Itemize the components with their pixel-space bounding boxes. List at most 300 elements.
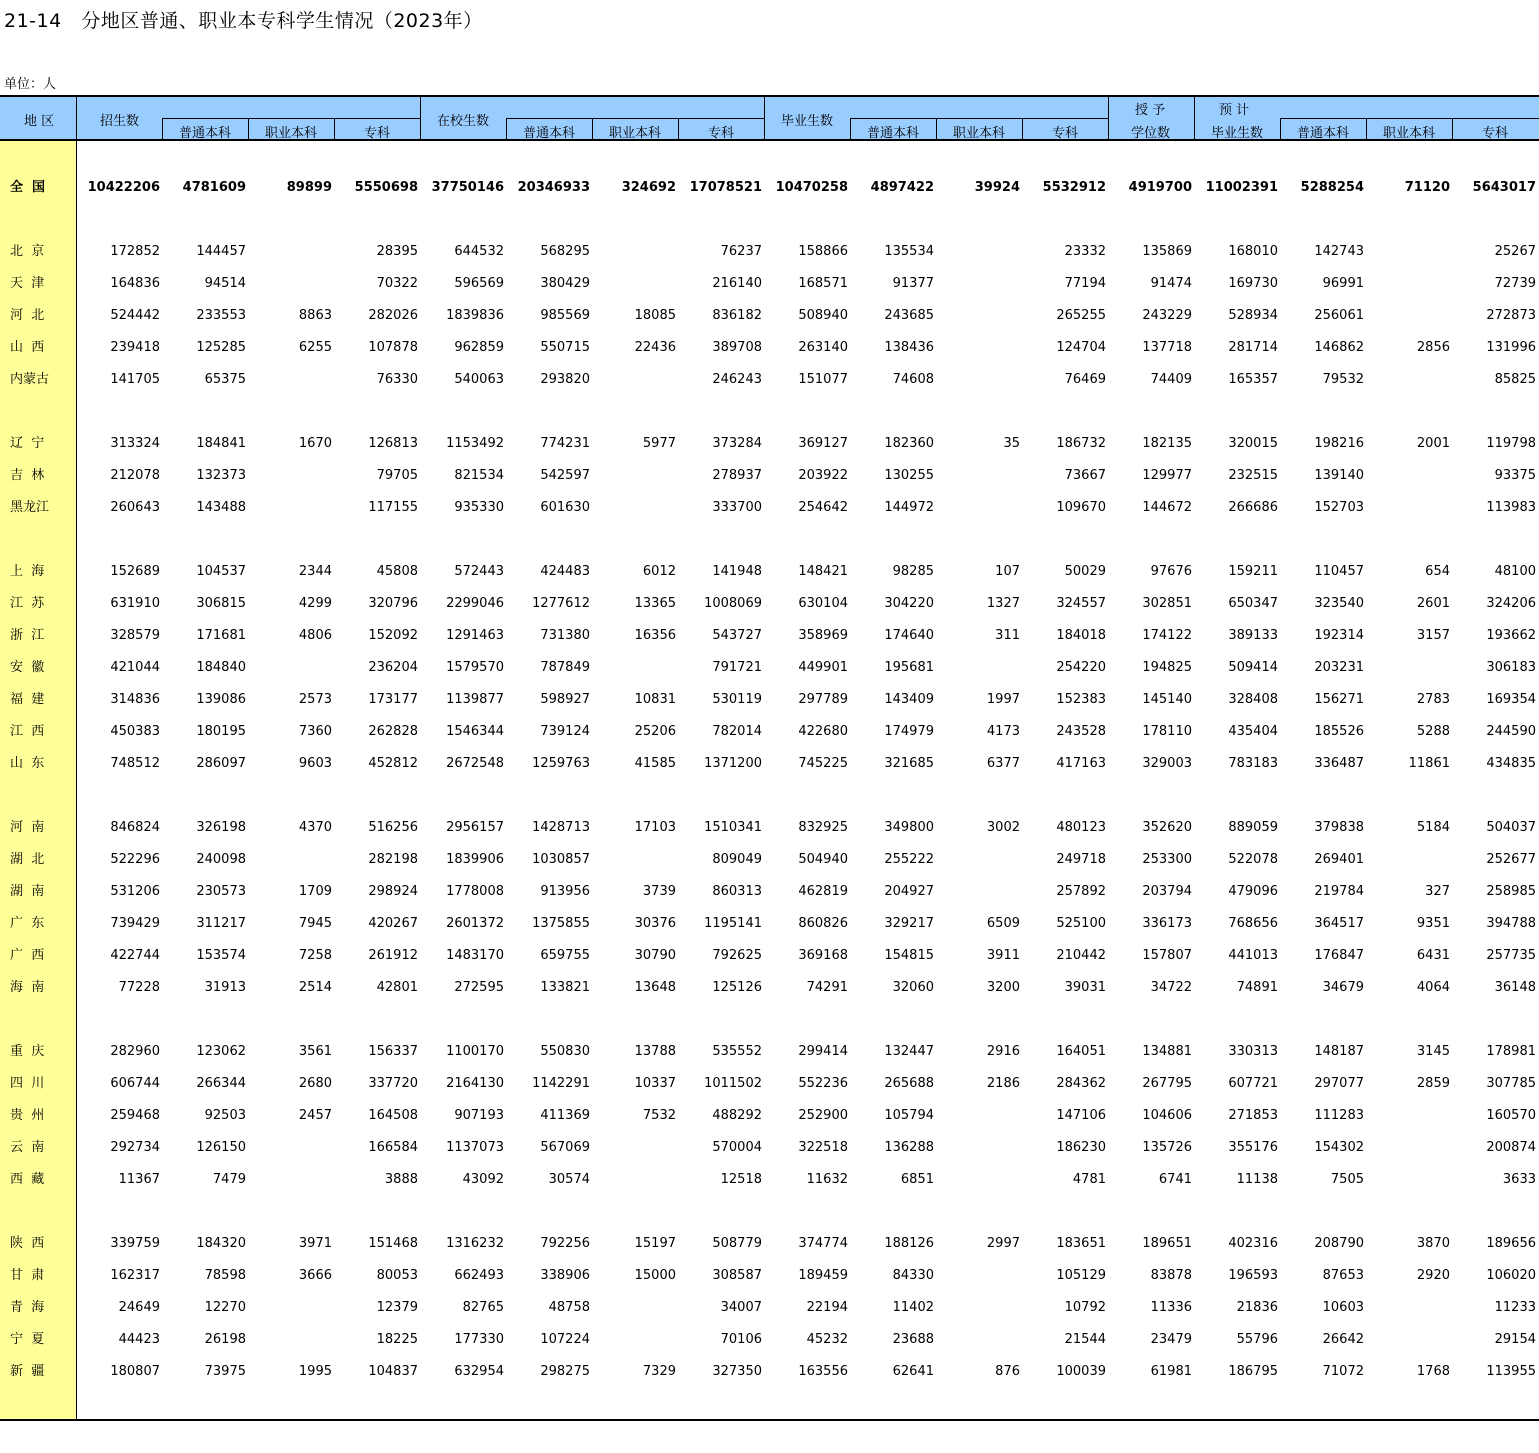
table-cell: 139086 [196, 692, 246, 707]
table-cell: 113983 [1486, 500, 1536, 515]
table-cell: 1030857 [532, 852, 590, 867]
table-cell: 22436 [634, 340, 676, 355]
subheader-vocational: 职业本科 [265, 126, 318, 141]
table-cell: 216140 [712, 276, 762, 291]
table-cell: 389133 [1228, 628, 1278, 643]
table-cell: 18225 [376, 1332, 418, 1347]
table-cell: 985569 [540, 308, 590, 323]
table-cell [248, 1172, 332, 1188]
table-cell: 131996 [1486, 340, 1536, 355]
subheader-rule [162, 118, 420, 119]
table-cell: 37750146 [431, 180, 504, 195]
table-cell: 79705 [376, 468, 418, 483]
table-cell: 632954 [454, 1364, 504, 1379]
table-cell: 1291463 [446, 628, 504, 643]
table-cell: 550830 [540, 1044, 590, 1059]
table-cell: 3561 [298, 1044, 332, 1059]
table-cell: 152092 [368, 628, 418, 643]
table-cell: 41585 [634, 756, 676, 771]
table-cell: 183651 [1056, 1236, 1106, 1251]
table-cell: 16356 [634, 628, 676, 643]
table-cell: 239418 [110, 340, 160, 355]
table-cell [248, 372, 332, 388]
table-cell: 435404 [1228, 724, 1278, 739]
header-degree-line2: 学位数 [1131, 126, 1171, 141]
table-cell: 1546344 [446, 724, 504, 739]
table-cell: 36148 [1494, 980, 1536, 995]
table-cell: 601630 [540, 500, 590, 515]
table-cell: 298924 [368, 884, 418, 899]
region-name: 宁 夏 [10, 1332, 45, 1347]
table-cell: 45808 [376, 564, 418, 579]
table-cell: 259468 [110, 1108, 160, 1123]
table-cell: 7360 [298, 724, 332, 739]
table-cell: 71072 [1322, 1364, 1364, 1379]
table-cell: 4897422 [870, 180, 934, 195]
table-cell: 424483 [540, 564, 590, 579]
table-cell: 2859 [1416, 1076, 1450, 1091]
table-cell: 55796 [1236, 1332, 1278, 1347]
subheader-divider [162, 118, 163, 140]
table-cell: 1153492 [446, 436, 504, 451]
table-cell: 203794 [1142, 884, 1192, 899]
table-cell: 43092 [462, 1172, 504, 1187]
table-cell: 24649 [118, 1300, 160, 1315]
table-cell: 107 [995, 564, 1020, 579]
table-cell: 185526 [1314, 724, 1364, 739]
table-cell: 50029 [1064, 564, 1106, 579]
region-name: 辽 宁 [10, 436, 45, 451]
table-cell: 6431 [1416, 948, 1450, 963]
table-cell: 540063 [454, 372, 504, 387]
table-cell: 219784 [1314, 884, 1364, 899]
table-cell: 21544 [1064, 1332, 1106, 1347]
table-cell: 3888 [384, 1172, 418, 1187]
table-cell [592, 1140, 676, 1156]
table-cell [592, 1332, 676, 1348]
table-cell: 1008069 [704, 596, 762, 611]
table-cell: 35 [1003, 436, 1020, 451]
header-region: 地 区 [24, 114, 55, 129]
table-cell: 4370 [298, 820, 332, 835]
table-cell: 6741 [1158, 1172, 1192, 1187]
table-cell: 30574 [548, 1172, 590, 1187]
table-cell: 286097 [196, 756, 246, 771]
table-cell: 11861 [1408, 756, 1450, 771]
table-cell: 1995 [298, 1364, 332, 1379]
header-graduates: 毕业生数 [781, 114, 834, 129]
table-cell: 157807 [1142, 948, 1192, 963]
table-cell: 130255 [884, 468, 934, 483]
table-cell: 422680 [798, 724, 848, 739]
table-cell [936, 852, 1020, 868]
table-cell [936, 660, 1020, 676]
table-cell: 117155 [368, 500, 418, 515]
table-cell: 522078 [1228, 852, 1278, 867]
table-cell [936, 468, 1020, 484]
table-cell: 233553 [196, 308, 246, 323]
table-cell: 252677 [1486, 852, 1536, 867]
table-cell: 2299046 [446, 596, 504, 611]
table-cell: 139140 [1314, 468, 1364, 483]
subheader-divider [936, 118, 937, 140]
table-cell: 3911 [986, 948, 1020, 963]
region-name: 山 东 [10, 756, 45, 771]
table-cell: 278937 [712, 468, 762, 483]
table-cell: 5288 [1416, 724, 1450, 739]
table-cell: 186230 [1056, 1140, 1106, 1155]
table-cell: 61981 [1150, 1364, 1192, 1379]
table-cell: 1778008 [446, 884, 504, 899]
table-cell: 45232 [806, 1332, 848, 1347]
table-cell: 860313 [712, 884, 762, 899]
table-cell: 138436 [884, 340, 934, 355]
table-cell: 2457 [298, 1108, 332, 1123]
table-cell: 125126 [712, 980, 762, 995]
table-cell [248, 1140, 332, 1156]
table-cell: 4806 [298, 628, 332, 643]
table-cell: 329003 [1142, 756, 1192, 771]
table-cell: 76469 [1064, 372, 1106, 387]
table-cell: 12518 [720, 1172, 762, 1187]
table-cell: 113955 [1486, 1364, 1536, 1379]
unit-label: 单位：人 [4, 77, 57, 92]
table-cell: 1139877 [446, 692, 504, 707]
table-cell: 104537 [196, 564, 246, 579]
region-name: 贵 州 [10, 1108, 45, 1123]
table-cell: 333700 [712, 500, 762, 515]
table-cell [1366, 1172, 1450, 1188]
table-cell: 355176 [1228, 1140, 1278, 1155]
table-cell: 358969 [798, 628, 848, 643]
region-name: 青 海 [10, 1300, 45, 1315]
table-cell [248, 276, 332, 292]
header-degree-line1: 授 予 [1135, 103, 1166, 118]
table-cell: 9603 [298, 756, 332, 771]
table-cell: 266686 [1228, 500, 1278, 515]
table-cell [592, 660, 676, 676]
subheader-divider [248, 118, 249, 140]
table-cell: 369127 [798, 436, 848, 451]
table-cell: 329217 [884, 916, 934, 931]
table-cell: 126813 [368, 436, 418, 451]
table-cell [1366, 660, 1450, 676]
region-name: 湖 南 [10, 884, 45, 899]
table-cell: 48758 [548, 1300, 590, 1315]
table-cell: 1316232 [446, 1236, 504, 1251]
table-cell: 256061 [1314, 308, 1364, 323]
table-cell [248, 244, 332, 260]
table-cell: 10422206 [87, 180, 160, 195]
table-cell: 4919700 [1128, 180, 1192, 195]
table-cell: 28395 [376, 244, 418, 259]
subheader-divider [1022, 118, 1023, 140]
table-cell: 1768 [1416, 1364, 1450, 1379]
table-cell: 2186 [986, 1076, 1020, 1091]
table-cell: 2601 [1416, 596, 1450, 611]
table-cell: 336173 [1142, 916, 1192, 931]
table-cell: 369168 [798, 948, 848, 963]
region-name: 福 建 [10, 692, 45, 707]
table-cell: 907193 [454, 1108, 504, 1123]
subheader-rule [1280, 118, 1539, 119]
table-cell: 22194 [806, 1300, 848, 1315]
table-cell: 87653 [1322, 1268, 1364, 1283]
table-cell: 293820 [540, 372, 590, 387]
subheader-divider [1452, 118, 1453, 140]
table-cell: 32060 [892, 980, 934, 995]
table-cell: 297789 [798, 692, 848, 707]
table-cell: 659755 [540, 948, 590, 963]
table-cell: 77194 [1064, 276, 1106, 291]
table-cell: 292734 [110, 1140, 160, 1155]
table-cell: 774231 [540, 436, 590, 451]
table-cell: 9351 [1416, 916, 1450, 931]
subheader-rule [850, 118, 1108, 119]
table-cell: 542597 [540, 468, 590, 483]
table-cell: 164051 [1056, 1044, 1106, 1059]
table-cell: 327350 [712, 1364, 762, 1379]
table-cell: 105794 [884, 1108, 934, 1123]
table-cell: 180807 [110, 1364, 160, 1379]
table-cell: 186732 [1056, 436, 1106, 451]
table-cell [592, 1172, 676, 1188]
table-cell: 92503 [204, 1108, 246, 1123]
table-cell: 516256 [368, 820, 418, 835]
table-cell: 525100 [1056, 916, 1106, 931]
table-cell: 94514 [204, 276, 246, 291]
table-cell: 31913 [204, 980, 246, 995]
table-cell [248, 660, 332, 676]
table-cell: 567069 [540, 1140, 590, 1155]
table-cell: 320015 [1228, 436, 1278, 451]
table-cell: 198216 [1314, 436, 1364, 451]
table-cell: 8863 [298, 308, 332, 323]
table-cell: 176847 [1314, 948, 1364, 963]
table-cell: 15000 [634, 1268, 676, 1283]
table-cell [1366, 500, 1450, 516]
table-cell: 151468 [368, 1236, 418, 1251]
table-cell: 913956 [540, 884, 590, 899]
table-cell: 508779 [712, 1236, 762, 1251]
table-cell: 570004 [712, 1140, 762, 1155]
table-cell: 260643 [110, 500, 160, 515]
table-cell: 791721 [712, 660, 762, 675]
table-cell: 39031 [1064, 980, 1106, 995]
subheader-general: 普通本科 [867, 126, 920, 141]
table-cell: 411369 [540, 1108, 590, 1123]
table-cell: 189459 [798, 1268, 848, 1283]
table-cell: 269401 [1314, 852, 1364, 867]
table-cell: 253300 [1142, 852, 1192, 867]
table-cell: 189656 [1486, 1236, 1536, 1251]
table-cell [1366, 308, 1450, 324]
table-cell: 1997 [986, 692, 1020, 707]
table-cell: 26198 [204, 1332, 246, 1347]
table-cell: 5977 [642, 436, 676, 451]
header-enroll: 招生数 [100, 114, 140, 129]
table-cell: 607721 [1228, 1076, 1278, 1091]
table-cell [1366, 1332, 1450, 1348]
header-in-school: 在校生数 [437, 114, 490, 129]
table-cell: 74409 [1150, 372, 1192, 387]
table-cell: 328579 [110, 628, 160, 643]
table-cell: 3157 [1416, 628, 1450, 643]
table-cell: 504037 [1486, 820, 1536, 835]
table-cell: 136288 [884, 1140, 934, 1155]
table-cell: 266344 [196, 1076, 246, 1091]
table-cell: 1428713 [532, 820, 590, 835]
table-cell: 123062 [196, 1044, 246, 1059]
table-cell: 572443 [454, 564, 504, 579]
table-cell: 152689 [110, 564, 160, 579]
table-cell: 1375855 [532, 916, 590, 931]
table-cell [936, 1332, 1020, 1348]
table-cell [592, 468, 676, 484]
table-cell: 1579570 [446, 660, 504, 675]
subheader-junior: 专科 [708, 126, 735, 141]
table-cell: 196593 [1228, 1268, 1278, 1283]
region-name: 安 徽 [10, 660, 45, 675]
subheader-general: 普通本科 [523, 126, 576, 141]
table-cell: 258985 [1486, 884, 1536, 899]
table-cell: 336487 [1314, 756, 1364, 771]
region-name: 浙 江 [10, 628, 45, 643]
table-cell: 141705 [110, 372, 160, 387]
table-cell: 272595 [454, 980, 504, 995]
table-cell: 132373 [196, 468, 246, 483]
table-cell: 178981 [1486, 1044, 1536, 1059]
table-cell: 262828 [368, 724, 418, 739]
header-divider [1194, 96, 1195, 140]
table-cell: 313324 [110, 436, 160, 451]
table-cell: 11233 [1494, 1300, 1536, 1315]
table-cell: 434835 [1486, 756, 1536, 771]
table-cell: 1839836 [446, 308, 504, 323]
table-cell: 531206 [110, 884, 160, 899]
table-cell: 792625 [712, 948, 762, 963]
table-cell: 524442 [110, 308, 160, 323]
table-cell: 441013 [1228, 948, 1278, 963]
table-cell: 119798 [1486, 436, 1536, 451]
table-cell: 731380 [540, 628, 590, 643]
table-cell: 109670 [1056, 500, 1106, 515]
table-cell: 462819 [798, 884, 848, 899]
table-cell: 508940 [798, 308, 848, 323]
table-cell: 606744 [110, 1076, 160, 1091]
table-cell: 182135 [1142, 436, 1192, 451]
table-cell: 2672548 [446, 756, 504, 771]
table-cell: 77228 [118, 980, 160, 995]
table-cell: 2916 [986, 1044, 1020, 1059]
table-cell: 174979 [884, 724, 934, 739]
table-cell: 171681 [196, 628, 246, 643]
table-cell: 135726 [1142, 1140, 1192, 1155]
table-cell: 20346933 [517, 180, 590, 195]
table-cell: 194825 [1142, 660, 1192, 675]
table-cell: 11336 [1150, 1300, 1192, 1315]
region-name: 北 京 [10, 244, 45, 259]
table-cell: 1709 [298, 884, 332, 899]
table-cell: 189651 [1142, 1236, 1192, 1251]
table-cell: 261912 [368, 948, 418, 963]
table-cell [936, 1172, 1020, 1188]
table-cell: 1371200 [704, 756, 762, 771]
table-cell: 203922 [798, 468, 848, 483]
table-cell: 644532 [454, 244, 504, 259]
table-cell: 306183 [1486, 660, 1536, 675]
subheader-divider [678, 118, 679, 140]
table-cell: 327 [1425, 884, 1450, 899]
table-cell: 98285 [892, 564, 934, 579]
region-name: 内蒙古 [10, 372, 50, 387]
table-cell: 263140 [798, 340, 848, 355]
table-cell: 146862 [1314, 340, 1364, 355]
region-name: 河 南 [10, 820, 45, 835]
table-cell: 164508 [368, 1108, 418, 1123]
table-cell: 311 [995, 628, 1020, 643]
table-cell: 479096 [1228, 884, 1278, 899]
table-cell: 314836 [110, 692, 160, 707]
table-cell: 188126 [884, 1236, 934, 1251]
table-cell: 389708 [712, 340, 762, 355]
table-cell: 210442 [1056, 948, 1106, 963]
table-cell: 630104 [798, 596, 848, 611]
table-cell: 21836 [1236, 1300, 1278, 1315]
region-name: 四 川 [10, 1076, 45, 1091]
table-cell: 163556 [798, 1364, 848, 1379]
table-cell: 144457 [196, 244, 246, 259]
table-cell: 889059 [1228, 820, 1278, 835]
table-cell: 151077 [798, 372, 848, 387]
table-cell: 5550698 [354, 180, 418, 195]
table-cell: 5643017 [1472, 180, 1536, 195]
table-cell: 17078521 [689, 180, 762, 195]
region-name: 江 苏 [10, 596, 45, 611]
table-cell: 177330 [454, 1332, 504, 1347]
table-cell: 73667 [1064, 468, 1106, 483]
table-cell: 654 [1425, 564, 1450, 579]
table-cell: 876 [995, 1364, 1020, 1379]
region-name: 重 庆 [10, 1044, 45, 1059]
table-cell: 62641 [892, 1364, 934, 1379]
table-cell: 129977 [1142, 468, 1192, 483]
subheader-general: 普通本科 [1297, 126, 1350, 141]
table-cell: 184841 [196, 436, 246, 451]
table-cell: 162317 [110, 1268, 160, 1283]
table-cell [592, 244, 676, 260]
table-cell: 1483170 [446, 948, 504, 963]
table-cell: 148187 [1314, 1044, 1364, 1059]
table-cell: 7479 [212, 1172, 246, 1187]
header-expected-line1: 预 计 [1219, 103, 1250, 118]
table-cell: 74291 [806, 980, 848, 995]
table-cell: 2344 [298, 564, 332, 579]
table-cell: 2001 [1416, 436, 1450, 451]
table-cell: 7329 [642, 1364, 676, 1379]
table-cell: 596569 [454, 276, 504, 291]
table-cell: 4781609 [182, 180, 246, 195]
table-cell: 809049 [712, 852, 762, 867]
total-row-label: 全 国 [10, 180, 46, 195]
table-cell: 144972 [884, 500, 934, 515]
table-cell: 7532 [642, 1108, 676, 1123]
table-cell [1366, 244, 1450, 260]
table-cell: 124704 [1056, 340, 1106, 355]
table-cell: 450383 [110, 724, 160, 739]
table-cell: 662493 [454, 1268, 504, 1283]
table-cell: 65375 [204, 372, 246, 387]
